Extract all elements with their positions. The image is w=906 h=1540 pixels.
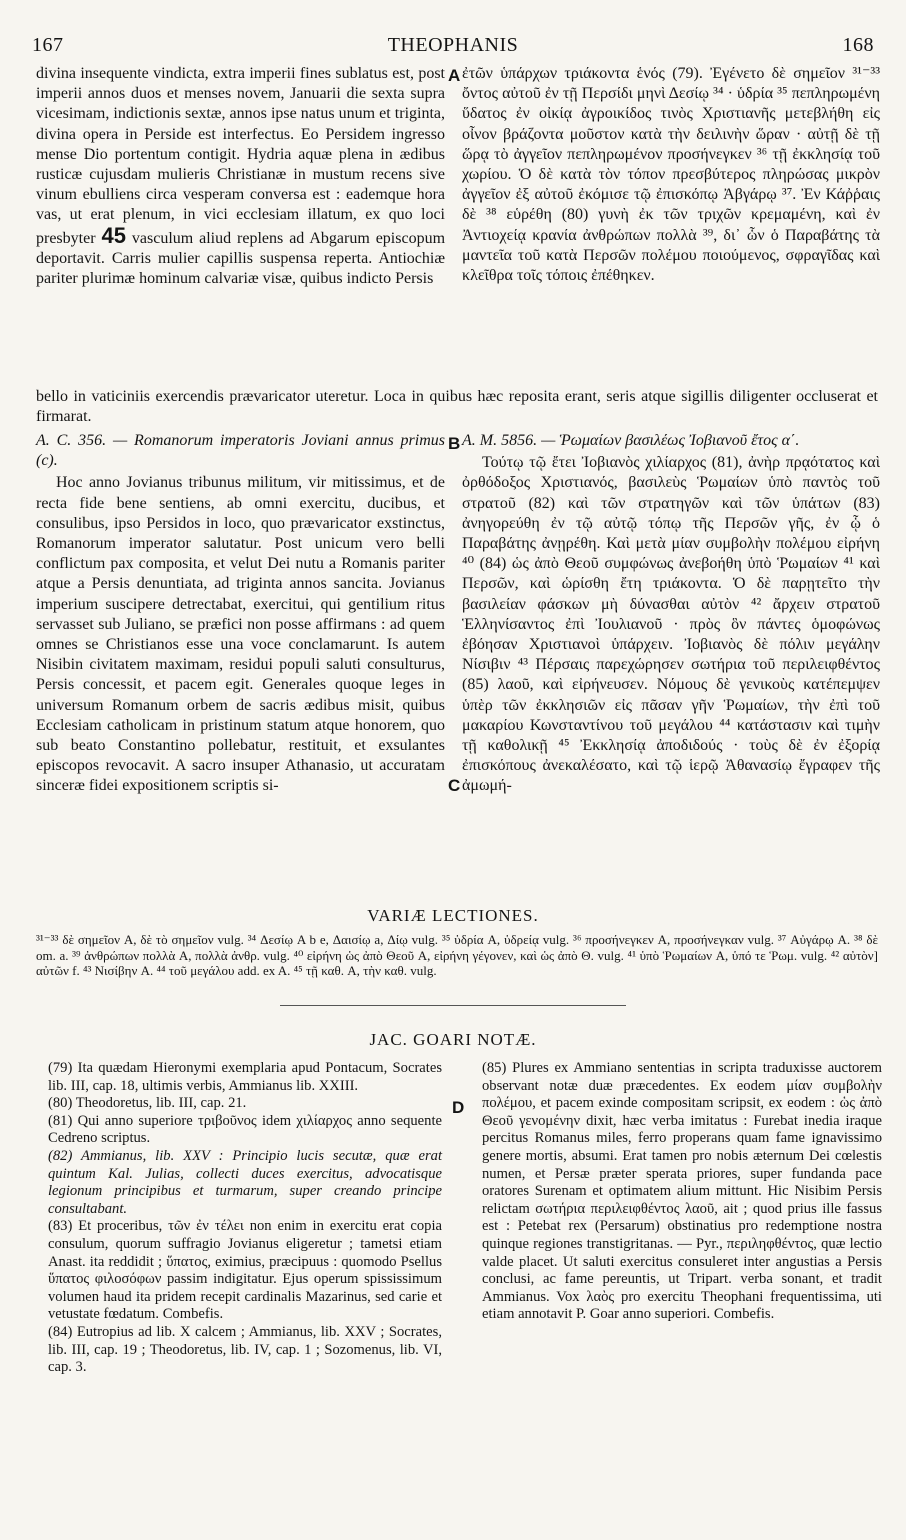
latin-paragraph (36, 64, 445, 289)
spanning-text: bello in vaticiniis exercendis prævaricator uteretur. Loca in quibus hæc reposita erant, seris atque sigillis diligenter occluserat et firmarat. (36, 388, 878, 426)
note-item: (85) Plures ex Ammiano sententias in scripta traduxisse auctorem observant notæ duæ præcedentes. Ex eodem μίαν συμβολὴν πολέμου, et pacem exinde compositam scripsit, ex eodem : ὡς ἀπὸ Θεοῦ γενομένην dixit, hæc verba imitatus : Furebat inedia iraque percitus Romanus miles, ferro properans quam fame ignavissimo genere mortis, absumi. Erat tamen pro nobis æternum Dei cœlestis numen, et Persæ præter sperata priores, super fundanda pace oratores Surenam et optimatem alium mittunt. Hic Nisibim Persis relictam σωτήρια περιλειφθέντος λαοῦ, ait ; quod prius ille fassus est : Petebat rex (Persarum) obstinatius pro redemptione nostra quinque regiones transtigritanas. — Pyr., περιληφθέντος, quæ lectio valde placet. Ut saluti exercitus consuleret inter angustias a Persis conclusi, ac fame pereuntis, ut Tripart. verba sonant, et tradit Ammianus. Vox λαὸς pro exercitu Theophani frequentissima, uti etiam annotavit P. Goar anno superiori. Combefis. (482, 1060, 882, 1323)
latin-paragraph: Hoc anno Jovianus tribunus militum, vir mitissimus, et de recta fide bene sentiens, ab omni exercitu, ducibus, et consulibus, ipso Persidos in loco, quo prævaricator exstinctus, Romanorum imperator salutatur. Post unicum vero belli conflictum pax composita, et velut Dei nutu a Romanis pariter atque a Persis denuntiata, ad triginta annos sancita. Jovianus imperium suscipere detrectabat, exercitui, qui gentilium ritus servasset sub Juliano, se præfici non posse affirmans : ad quem omnes se Christianos esse una voce conclamarunt. Is autem Nisibin civitatem maximam, residui populi saluti consulturus, Persis concessit, et pacem egit. Generales quoque leges in universum Romanum orbem de sacris ædibus misit, quibus Ecclesiam catholicam in pristinum statum atque honorem, quo sub beato Constantino pollebatur, restituit, et exsulantes episcopos revocavit. A sacro insuper Athanasio, ut accuratam sinceræ fidei expositionem scriptis si- (36, 474, 445, 795)
note-item: (79) Ita quædam Hieronymi exemplaria apud Pontacum, Socrates lib. III, cap. 18, ultimis verbis, Ammianus lib. XXIII. (48, 1060, 442, 1094)
latin-column (36, 64, 445, 291)
greek-year-heading: A. M. 5856. — Ῥωμαίων βασιλέως Ἰοβιανοῦ ἔτος α΄. (462, 432, 800, 449)
variae-text: ³¹⁻³³ δὲ σημεῖον A, δὲ τὸ σημεῖον vulg. ³⁴ Δεσίῳ A b e, Δαισίῳ a, Δίῳ vulg. ³⁵ ὑδρία A, ὑδρείᾳ vulg. ³⁶ προσήνεγκεν A, προσήνεγκαν vulg. ³⁷ Αὐγάρῳ A. ³⁸ δὲ om. a. ³⁹ ἀνθρώπων πολλὰ A, πολλὰ ἀνθρ. vulg. ⁴⁰ εἰρήνη ὡς ἀπὸ Θεοῦ A, εἰρήνη γέγονεν, καὶ ὡς ἀπὸ Θ. vulg. ⁴¹ ὑπὸ Ῥωμαίων A, ὑπό τε Ῥωμ. vulg. ⁴² αὐτὸν] αὐτῶν f. ⁴³ Νισίβην A. ⁴⁴ τοῦ μεγάλου add. ex A. ⁴⁵ τῇ καθ. A, τὴν καθ. vulg. (36, 932, 878, 979)
running-header (32, 34, 874, 58)
left-page-number: 167 (32, 34, 64, 56)
margin-marker-c: C (448, 776, 461, 795)
notes-right-column (482, 1060, 882, 1324)
note-item: (84) Eutropius ad lib. X calcem ; Ammianus, lib. XXV ; Socrates, lib. III, cap. 19 ; Theodoretus, lib. IV, cap. 1 ; Sozomenus, lib. VI, cap. 3. (48, 1323, 442, 1376)
greek-paragraph: Τούτῳ τῷ ἔτει Ἰοβιανὸς χιλίαρχος (81), ἀνὴρ πρᾳότατος καὶ ὀρθόδοξος Χριστιανός, βασιλεὺς Ῥωμαίων ὑπὸ παντὸς τοῦ στρατοῦ (82) καὶ τῶν στρατηγῶν καὶ τῶν ὑπάτων (83) ἀνηγορεύθη ἐν τῷ αὐτῷ τόπῳ τῆς Περσῶν γῆς, ἐν ᾧ ὁ Παραβάτης ἀνῃρέθη. Καὶ μετὰ μίαν συμβολὴν πολέμου εἰρήνη ⁴⁰ (84) ὡς ἀπὸ Θεοῦ συμφώνως ἀνεβοήθη ὑπὸ Ῥωμαίων ⁴¹ καὶ Περσῶν, καὶ ὡρίσθη ἔτη τριάκοντα. Ὁ δὲ παρῃτεῖτο τὴν βασιλείαν φάσκων μὴ δύνασθαι αὐτὸν ⁴² ἄρχειν στρατοῦ Ἑλληνίσαντος ἐπὶ Ἰουλιανοῦ · πρὸς ὃν πάντες ὁμοφώνως ἐβόησαν Χριστιανοὶ ὑπάρχειν. Ἰοβιανὸς δὲ πόλιν μεγάλην Νίσιβιν ⁴³ Πέρσαις παρεχώρησεν σωτήρια τοῦ περιλειφθέντος (85) λαοῦ, καὶ εἰρήνευσεν. Νόμους δὲ γενικοὺς κατέπεμψεν ὑπὲρ τῶν ἐκκλησιῶν εἰς πᾶσαν γῆν Ῥωμαίων, τὴν ἐπὶ τοῦ μακαρίου Κωνσταντίνου τοῦ μεγάλου ⁴⁴ κατάστασιν καὶ τιμὴν τῇ καθολικῇ ⁴⁵ Ἐκκλησίᾳ ἀποδιδούς · τοὺς δὲ ἐν ἐξορίᾳ ἐπισκόπους ἀνεκαλέσατο, καὶ τῷ ἱερῷ Ἀθανασίῳ ἔγραφεν τῆς ἀμωμή- (462, 454, 880, 795)
inline-page-number: 45 (101, 222, 126, 248)
right-page-number: 168 (842, 34, 874, 56)
notes-left-column (48, 1060, 442, 1377)
latin-year-heading: A. C. 356. — Romanorum imperatoris Joviani annus primus (c). (36, 432, 445, 470)
separator-rule (280, 1005, 626, 1006)
greek-column-2 (462, 431, 880, 799)
variae-lectiones-title: VARIÆ LECTIONES. (367, 906, 539, 925)
greek-column (462, 64, 880, 288)
margin-marker-a: A (448, 66, 461, 85)
greek-paragraph: ἐτῶν ὑπάρχων τριάκοντα ἑνός (79). Ἐγένετο δὲ σημεῖον ³¹⁻³³ ὄντος αὐτοῦ ἐν τῇ Περσίδι μηνὶ Δεσίῳ ³⁴ · ὑδρία ³⁵ πεπληρωμένη ὕδατος ἐν οἰκίᾳ ἀγροικίδος τινὸς Χριστιανῆς μετεβλήθη εἰς οἶνον βράζοντα μοῦστον κατὰ τὴν δειλινὴν ὥραν · αὐτῇ δὲ τῇ ὥρᾳ τὸ ἀγγεῖον πεπληρωμένον προσήνεγκεν ³⁶ τῇ ἐκκλησίᾳ τοῦ χωρίου. Ὁ δὲ κατὰ τὸν τόπον πρεσβύτερος πληρώσας μικρὸν ἀγγεῖον ἐξ αὐτοῦ ἐκόμισε τῷ ἐπισκόπῳ Ἀβγάρῳ ³⁷. Ἐν Κάῤῥαις δὲ ³⁸ εὑρέθη (80) γυνὴ ἐκ τῶν τριχῶν κρεμαμένη, καὶ ἐν Ἀντιοχείᾳ κρανία ἀνθρώπων πολλὰ ³⁹, δι᾽ ὧν ὁ Παραβάτης τὰ μαντεῖα τοῦ κατὰ Περσῶν πολέμου ποιούμενος, σφραγῖδας καὶ κλεῖθρα τοῖς τόποις ἐπέθηκεν. (462, 65, 880, 285)
margin-marker-b: B (448, 434, 461, 453)
latin-text: divina insequente vindicta, extra imperii fines sublatus est, post imperii annos duos et menses novem, Januarii die sexta supra vicesimam, indictionis sextæ, annos ipse natus unum et triginta, divina opera in Perside est interfectus. Eo Persidem ingresso mense Dio portentum contigit. Hydria aquæ plena in ædibus rusticæ cujusdam mulieris Christianæ in mustum recens sive vinum ebulliens circa vesperam conversa est : eademque hora vas, ut erat plenum, in vici ecclesiam illatum, ex quo loci presbyter (36, 65, 445, 247)
latin-text: vasculum aliud replens ad Abgarum episcopum deportavit. Carris mulier capillis suspensa reperta. Antiochiæ pariter plurimæ hominum calvariæ visæ, quibus indicto Persis (36, 229, 446, 288)
variae-lectiones (36, 932, 878, 981)
notes-title: JAC. GOARI NOTÆ. (369, 1030, 537, 1049)
margin-marker-d: D (452, 1098, 465, 1117)
spanning-line (36, 387, 878, 429)
note-item: (80) Theodoretus, lib. III, cap. 21. (48, 1095, 247, 1112)
note-item: (83) Et proceribus, τῶν ἐν τέλει non enim in exercitu erat copia consulum, quorum suffragio Jovianus eligeretur ; tametsi etiam Anast. ita reddidit ; ὕπατος, eximius, præcipuus : quomodo Psellus ὕπατος φιλοσόφων passim indigitatur. Ejus operum spississimum volumen haud ita pridem recepit cardinalis Mazarinus, sed carie et vetustate fœdatum. Combefis. (48, 1218, 442, 1323)
latin-column-2 (36, 431, 445, 799)
note-item: (82) Ammianus, lib. XXV : Principio lucis secutæ, quæ erat quintum Kal. Julias, collecti duces exercitus, advocatisque legionum principibus et turmarum, super creando principe consultabant. (48, 1147, 442, 1217)
note-item: (81) Qui anno superiore τριβοῦνος idem χιλίαρχος anno sequente Cedreno scriptus. (48, 1112, 442, 1147)
running-title: THEOPHANIS (387, 34, 519, 56)
